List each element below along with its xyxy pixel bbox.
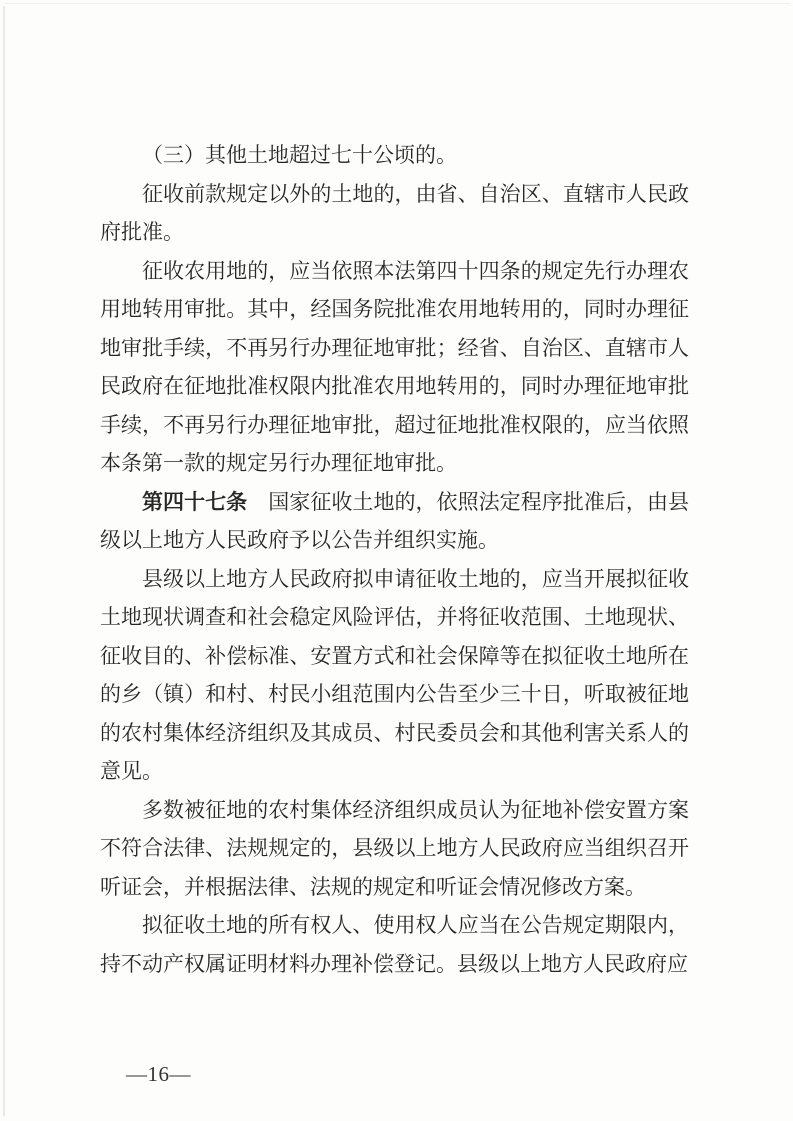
paragraph-other-land-approval: 征收前款规定以外的土地的，由省、自治区、直辖市人民政府批准。: [100, 181, 689, 244]
paragraph-compensation-registration: 拟征收土地的所有权人、使用权人应当在公告规定期限内，持不动产权属证明材料办理补偿登记。县级以上地方人民政府应: [100, 913, 689, 976]
page-number: —16—: [126, 1062, 191, 1086]
paragraph-clause-three: （三）其他土地超过七十公顷的。: [142, 143, 457, 167]
document-body: [100, 136, 689, 983]
scan-edge-artifact-left: [3, 6, 5, 1116]
paragraph-article-47: [100, 483, 689, 560]
paragraph-survey-announcement: 县级以上地方人民政府拟申请征收土地的，应当开展拟征收土地现状调查和社会稳定风险评估，并将征收范围、土地现状、征收目的、补偿标准、安置方式和社会保障等在拟征收土地所在的乡（镇）和村、村民小组范围内公告至少三十日，听取被征地的农村集体经济组织及其成员、村民委员会和其他利害关系人的意见。: [100, 566, 689, 783]
paragraph-farmland-conversion: 征收农用地的，应当依照本法第四十四条的规定先行办理农用地转用审批。其中，经国务院批准农用地转用的，同时办理征地审批手续，不再另行办理征地审批；经省、自治区、直辖市人民政府在征地批准权限内批准农用地转用的，同时办理征地审批手续，不再另行办理征地审批，超过征地批准权限的，应当依照本条第一款的规定另行办理征地审批。: [100, 258, 689, 475]
article-47-text: 国家征收土地的，依照法定程序批准后，由县级以上地方人民政府予以公告并组织实施。: [100, 489, 690, 552]
paragraph-hearing-procedure: 多数被征地的农村集体经济组织成员认为征地补偿安置方案不符合法律、法规规定的，县级以上地方人民政府应当组织召开听证会，并根据法律、法规的规定和听证会情况修改方案。: [100, 797, 689, 899]
article-47-number: 第四十七条: [142, 489, 248, 514]
scan-edge-artifact-top: [4, 3, 790, 4]
